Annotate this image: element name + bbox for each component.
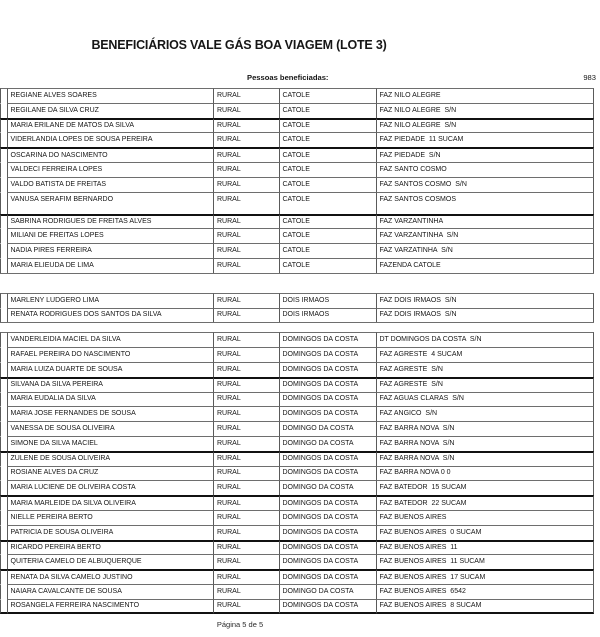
- zone-cell: RURAL: [213, 480, 279, 495]
- beneficiary-name-cell: MARIA EUDALIA DA SILVA: [7, 392, 214, 407]
- district-cell: CATOLE: [279, 177, 376, 192]
- group-separator: [0, 322, 594, 332]
- address-cell: FAZ AGRESTE S/N: [376, 362, 594, 377]
- zone-cell: RURAL: [213, 540, 279, 555]
- zone-cell: RURAL: [213, 177, 279, 192]
- beneficiary-name-cell: NADIA PIRES FERREIRA: [7, 243, 214, 258]
- beneficiary-name-cell: MARIA ELIEUDA DE LIMA: [7, 258, 214, 273]
- zone-cell: RURAL: [213, 103, 279, 118]
- zone-cell: RURAL: [213, 599, 279, 614]
- district-cell: DOMINGOS DA COSTA: [279, 451, 376, 466]
- address-cell: FAZ DOIS IRMAOS S/N: [376, 308, 594, 323]
- address-cell: FAZ AGRESTE 4 SUCAM: [376, 347, 594, 362]
- district-cell: CATOLE: [279, 192, 376, 214]
- district-cell: CATOLE: [279, 228, 376, 243]
- table-row: [0, 540, 594, 555]
- beneficiary-name-cell: MARLENY LUDGERO LIMA: [7, 293, 214, 308]
- address-cell: FAZ NILO ALEGRE S/N: [376, 103, 594, 118]
- district-cell: DOMINGOS DA COSTA: [279, 392, 376, 407]
- table-row: [0, 162, 594, 177]
- beneficiary-name-cell: QUITERIA CAMELO DE ALBUQUERQUE: [7, 554, 214, 569]
- table-row: [0, 406, 594, 421]
- beneficiary-name-cell: SABRINA RODRIGUES DE FREITAS ALVES: [7, 214, 214, 229]
- beneficiary-name-cell: RENATA RODRIGUES DOS SANTOS DA SILVA: [7, 308, 214, 323]
- beneficiary-name-cell: NAIARA CAVALCANTE DE SOUSA: [7, 584, 214, 599]
- table-row: [0, 243, 594, 258]
- table-row: [0, 362, 594, 377]
- address-cell: FAZ BUENOS AIRES 8 SUCAM: [376, 599, 594, 614]
- district-cell: DOMINGOS DA COSTA: [279, 540, 376, 555]
- beneficiary-name-cell: VALDO BATISTA DE FREITAS: [7, 177, 214, 192]
- address-cell: FAZ BUENOS AIRES: [376, 510, 594, 525]
- district-cell: DOMINGOS DA COSTA: [279, 377, 376, 392]
- district-cell: CATOLE: [279, 214, 376, 229]
- district-cell: DOMINGO DA COSTA: [279, 421, 376, 436]
- zone-cell: RURAL: [213, 258, 279, 273]
- table-row: [0, 192, 594, 214]
- table-row: [0, 554, 594, 569]
- table-row: [0, 132, 594, 147]
- beneficiary-name-cell: RAFAEL PEREIRA DO NASCIMENTO: [7, 347, 214, 362]
- beneficiary-name-cell: NIELLE PEREIRA BERTO: [7, 510, 214, 525]
- zone-cell: RURAL: [213, 406, 279, 421]
- beneficiary-name-cell: RENATA DA SILVA CAMELO JUSTINO: [7, 569, 214, 584]
- beneficiary-name-cell: RICARDO PEREIRA BERTO: [7, 540, 214, 555]
- address-cell: FAZ BARRA NOVA 0 0: [376, 466, 594, 481]
- address-cell: FAZ SANTO COSMO: [376, 162, 594, 177]
- table-row: [0, 525, 594, 540]
- table-row: [0, 308, 594, 323]
- address-cell: FAZ VARZANTINHA: [376, 214, 594, 229]
- beneficiary-name-cell: ROSIANE ALVES DA CRUZ: [7, 466, 214, 481]
- district-cell: DOMINGOS DA COSTA: [279, 406, 376, 421]
- district-cell: CATOLE: [279, 118, 376, 133]
- beneficiary-name-cell: VANDERLEIDIA MACIEL DA SILVA: [7, 332, 214, 347]
- zone-cell: RURAL: [213, 436, 279, 451]
- beneficiary-name-cell: VANESSA DE SOUSA OLIVEIRA: [7, 421, 214, 436]
- zone-cell: RURAL: [213, 525, 279, 540]
- address-cell: FAZ PIEDADE S/N: [376, 147, 594, 162]
- beneficiaries-count-value: 983: [583, 73, 596, 82]
- district-cell: DOMINGOS DA COSTA: [279, 510, 376, 525]
- address-cell: FAZ BUENOS AIRES 11: [376, 540, 594, 555]
- address-cell: FAZ AGUAS CLARAS S/N: [376, 392, 594, 407]
- zone-cell: RURAL: [213, 584, 279, 599]
- table-row: [0, 88, 594, 103]
- zone-cell: RURAL: [213, 569, 279, 584]
- table-row: [0, 495, 594, 510]
- district-cell: DOMINGO DA COSTA: [279, 480, 376, 495]
- zone-cell: RURAL: [213, 451, 279, 466]
- address-cell: FAZ BARRA NOVA S/N: [376, 436, 594, 451]
- beneficiaries-count-label: Pessoas beneficiadas:: [247, 73, 329, 82]
- address-cell: FAZ NILO ALEGRE: [376, 88, 594, 103]
- zone-cell: RURAL: [213, 293, 279, 308]
- zone-cell: RURAL: [213, 466, 279, 481]
- address-cell: FAZ SANTOS COSMO S/N: [376, 177, 594, 192]
- beneficiary-name-cell: VALDECI FERREIRA LOPES: [7, 162, 214, 177]
- table-row: [0, 569, 594, 584]
- table-row: [0, 258, 594, 273]
- zone-cell: RURAL: [213, 495, 279, 510]
- page-number: Página 5 de 5: [216, 620, 264, 629]
- table-row: [0, 177, 594, 192]
- table-row: [0, 347, 594, 362]
- district-cell: DOMINGOS DA COSTA: [279, 466, 376, 481]
- table-row: [0, 228, 594, 243]
- zone-cell: RURAL: [213, 421, 279, 436]
- zone-cell: RURAL: [213, 147, 279, 162]
- zone-cell: RURAL: [213, 362, 279, 377]
- address-cell: FAZ BARRA NOVA S/N: [376, 451, 594, 466]
- address-cell: FAZ BARRA NOVA S/N: [376, 421, 594, 436]
- beneficiary-name-cell: REGIANE ALVES SOARES: [7, 88, 214, 103]
- table-row: [0, 436, 594, 451]
- address-cell: FAZ DOIS IRMAOS S/N: [376, 293, 594, 308]
- address-cell: FAZ ANGICO S/N: [376, 406, 594, 421]
- district-cell: DOMINGOS DA COSTA: [279, 525, 376, 540]
- address-cell: FAZENDA CATOLE: [376, 258, 594, 273]
- address-cell: FAZ BUENOS AIRES 6542: [376, 584, 594, 599]
- district-cell: CATOLE: [279, 147, 376, 162]
- table-row: [0, 214, 594, 229]
- table-row: [0, 293, 594, 308]
- zone-cell: RURAL: [213, 554, 279, 569]
- address-cell: FAZ BATEDOR 22 SUCAM: [376, 495, 594, 510]
- district-cell: DOMINGOS DA COSTA: [279, 569, 376, 584]
- table-row: [0, 377, 594, 392]
- zone-cell: RURAL: [213, 308, 279, 323]
- district-cell: DOMINGOS DA COSTA: [279, 554, 376, 569]
- beneficiary-name-cell: MILIANI DE FREITAS LOPES: [7, 228, 214, 243]
- zone-cell: RURAL: [213, 118, 279, 133]
- beneficiary-name-cell: MARIA ERILANE DE MATOS DA SILVA: [7, 118, 214, 133]
- district-cell: CATOLE: [279, 132, 376, 147]
- zone-cell: RURAL: [213, 392, 279, 407]
- district-cell: DOMINGOS DA COSTA: [279, 362, 376, 377]
- address-cell: FAZ BATEDOR 15 SUCAM: [376, 480, 594, 495]
- table-row: [0, 147, 594, 162]
- zone-cell: RURAL: [213, 88, 279, 103]
- address-cell: FAZ VARZATINHA S/N: [376, 243, 594, 258]
- beneficiaries-table: [0, 88, 594, 614]
- address-cell: FAZ NILO ALEGRE S/N: [376, 118, 594, 133]
- zone-cell: RURAL: [213, 332, 279, 347]
- beneficiary-name-cell: PATRICIA DE SOUSA OLIVEIRA: [7, 525, 214, 540]
- district-cell: DOMINGOS DA COSTA: [279, 599, 376, 614]
- zone-cell: RURAL: [213, 132, 279, 147]
- table-row: [0, 510, 594, 525]
- beneficiary-name-cell: SILVANA DA SILVA PEREIRA: [7, 377, 214, 392]
- address-cell: FAZ AGRESTE S/N: [376, 377, 594, 392]
- address-cell: FAZ SANTOS COSMOS: [376, 192, 594, 214]
- district-cell: CATOLE: [279, 162, 376, 177]
- beneficiary-name-cell: MARIA LUIZA DUARTE DE SOUSA: [7, 362, 214, 377]
- beneficiary-name-cell: MARIA JOSE FERNANDES DE SOUSA: [7, 406, 214, 421]
- zone-cell: RURAL: [213, 214, 279, 229]
- zone-cell: RURAL: [213, 192, 279, 214]
- address-cell: FAZ BUENOS AIRES 0 SUCAM: [376, 525, 594, 540]
- table-row: [0, 451, 594, 466]
- district-cell: DOMINGOS DA COSTA: [279, 347, 376, 362]
- beneficiary-name-cell: VIDERLANDIA LOPES DE SOUSA PEREIRA: [7, 132, 214, 147]
- address-cell: FAZ PIEDADE 11 SUCAM: [376, 132, 594, 147]
- table-row: [0, 421, 594, 436]
- district-cell: DOMINGOS DA COSTA: [279, 332, 376, 347]
- beneficiary-name-cell: OSCARINA DO NASCIMENTO: [7, 147, 214, 162]
- group-separator: [0, 273, 594, 293]
- beneficiary-name-cell: ROSANGELA FERREIRA NASCIMENTO: [7, 599, 214, 614]
- district-cell: CATOLE: [279, 243, 376, 258]
- address-cell: FAZ VARZANTINHA S/N: [376, 228, 594, 243]
- district-cell: CATOLE: [279, 103, 376, 118]
- beneficiary-name-cell: MARIA MARLEIDE DA SILVA OLIVEIRA: [7, 495, 214, 510]
- zone-cell: RURAL: [213, 162, 279, 177]
- page-title: BENEFICIÁRIOS VALE GÁS BOA VIAGEM (LOTE 3): [91, 38, 387, 52]
- table-row: [0, 599, 594, 614]
- beneficiary-name-cell: MARIA LUCIENE DE OLIVEIRA COSTA: [7, 480, 214, 495]
- table-row: [0, 103, 594, 118]
- table-row: [0, 480, 594, 495]
- table-row: [0, 118, 594, 133]
- district-cell: CATOLE: [279, 88, 376, 103]
- district-cell: DOMINGO DA COSTA: [279, 436, 376, 451]
- beneficiary-name-cell: REGILANE DA SILVA CRUZ: [7, 103, 214, 118]
- table-row: [0, 584, 594, 599]
- district-cell: DOMINGOS DA COSTA: [279, 495, 376, 510]
- district-cell: DOIS IRMAOS: [279, 293, 376, 308]
- table-row: [0, 332, 594, 347]
- zone-cell: RURAL: [213, 377, 279, 392]
- address-cell: FAZ BUENOS AIRES 11 SUCAM: [376, 554, 594, 569]
- table-row: [0, 392, 594, 407]
- district-cell: CATOLE: [279, 258, 376, 273]
- beneficiary-name-cell: ZULENE DE SOUSA OLIVEIRA: [7, 451, 214, 466]
- beneficiary-name-cell: VANUSA SERAFIM BERNARDO: [7, 192, 214, 214]
- address-cell: FAZ BUENOS AIRES 17 SUCAM: [376, 569, 594, 584]
- address-cell: DT DOMINGOS DA COSTA S/N: [376, 332, 594, 347]
- zone-cell: RURAL: [213, 243, 279, 258]
- zone-cell: RURAL: [213, 347, 279, 362]
- district-cell: DOIS IRMAOS: [279, 308, 376, 323]
- beneficiary-name-cell: SIMONE DA SILVA MACIEL: [7, 436, 214, 451]
- table-row: [0, 466, 594, 481]
- zone-cell: RURAL: [213, 228, 279, 243]
- district-cell: DOMINGO DA COSTA: [279, 584, 376, 599]
- zone-cell: RURAL: [213, 510, 279, 525]
